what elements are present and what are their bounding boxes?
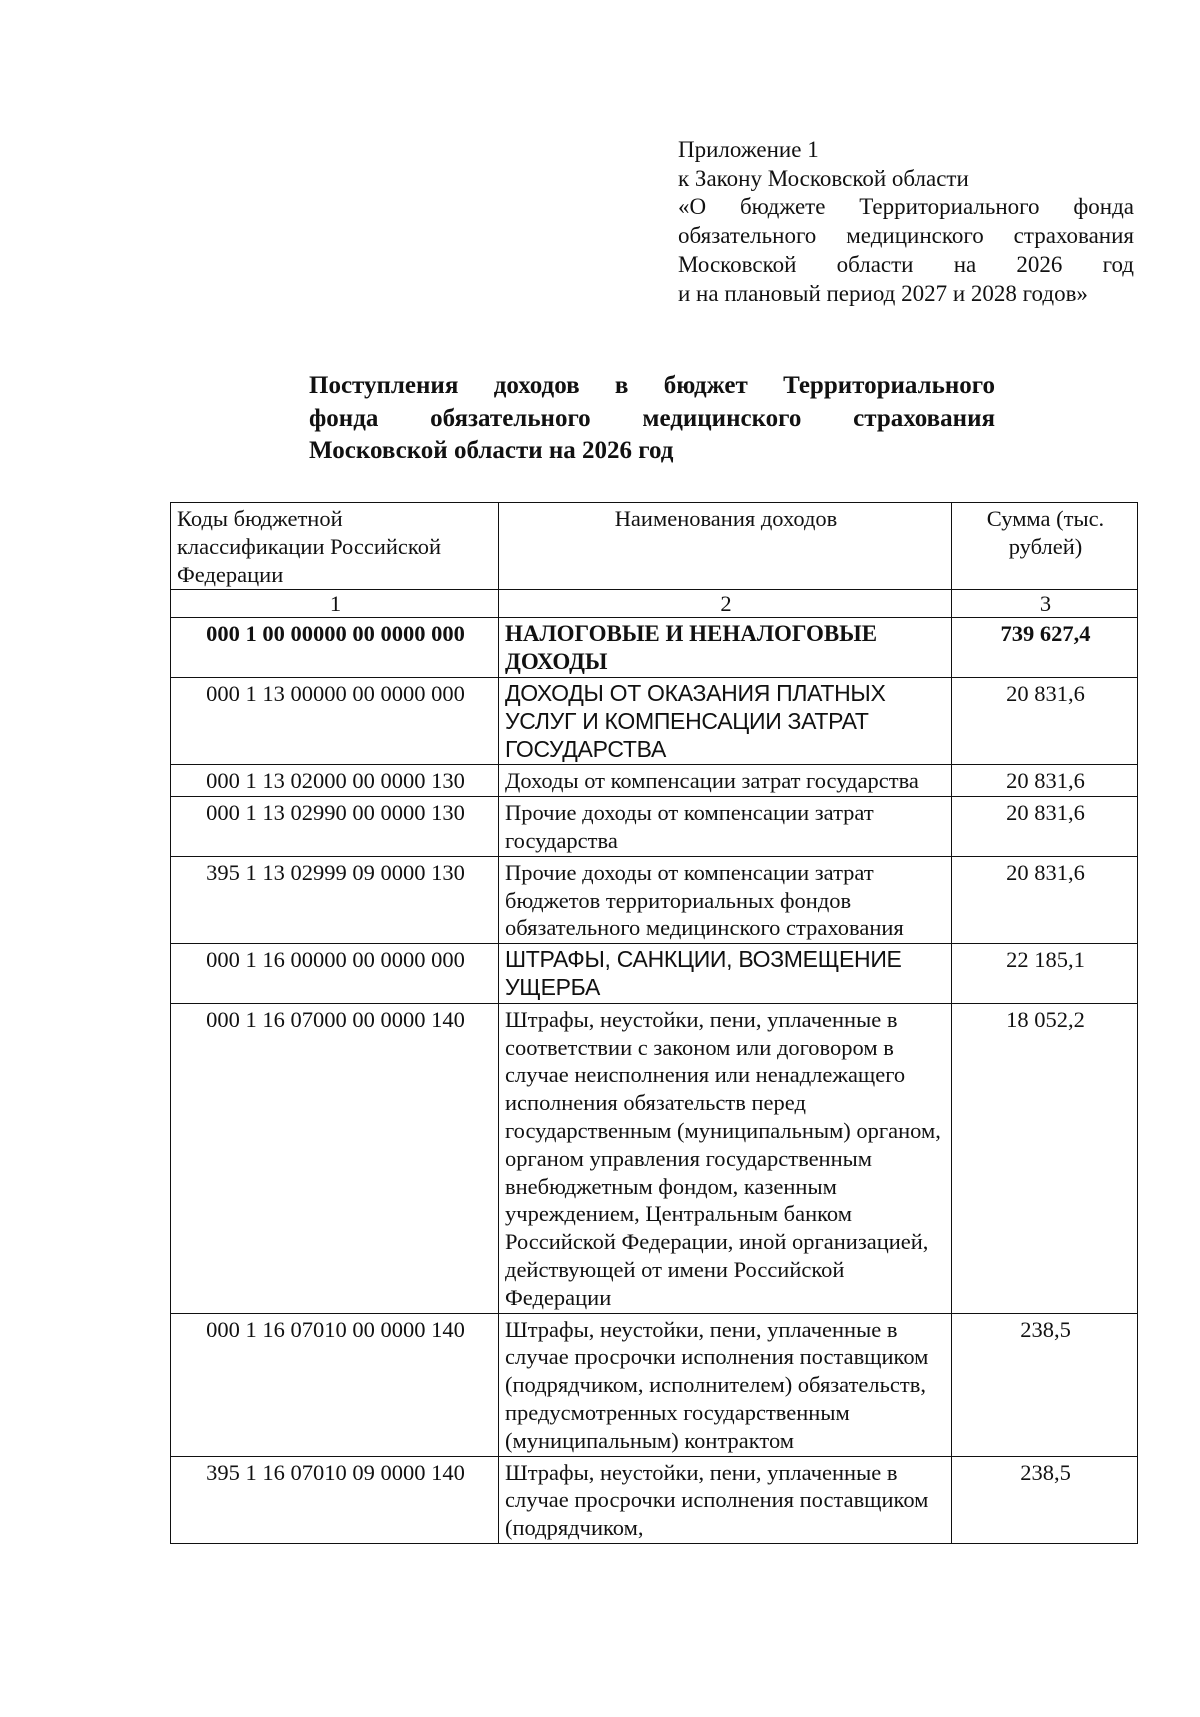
table-header-row (171, 503, 1138, 590)
column-number: 3 (952, 590, 1138, 618)
row-sum: 22 185,1 (952, 944, 1138, 1004)
document-title-line: фонда обязательного медицинского страхования (309, 404, 995, 432)
row-name: Доходы от компенсации затрат государства (499, 765, 952, 797)
appendix-note (678, 136, 1134, 308)
row-sum: 20 831,6 (952, 765, 1138, 797)
table-row (171, 1313, 1138, 1456)
row-sum: 739 627,4 (952, 618, 1138, 678)
row-code: 000 1 13 02990 00 0000 130 (171, 797, 499, 857)
table-row (171, 856, 1138, 943)
row-sum: 18 052,2 (952, 1003, 1138, 1313)
document-title (309, 370, 995, 468)
table-row (171, 797, 1138, 857)
row-name: ДОХОДЫ ОТ ОКАЗАНИЯ ПЛАТНЫХ УСЛУГ И КОМПЕНСАЦИИ ЗАТРАТ ГОСУДАРСТВА (499, 677, 952, 764)
row-name: ШТРАФЫ, САНКЦИИ, ВОЗМЕЩЕНИЕ УЩЕРБА (499, 944, 952, 1004)
table-row (171, 1456, 1138, 1543)
row-code: 000 1 16 07010 00 0000 140 (171, 1313, 499, 1456)
row-sum: 20 831,6 (952, 797, 1138, 857)
row-code: 000 1 13 02000 00 0000 130 (171, 765, 499, 797)
appendix-law-title-line: и на плановый период 2027 и 2028 годов» (678, 280, 1088, 306)
column-number-row (171, 590, 1138, 618)
document-title-line: Поступления доходов в бюджет Территориального (309, 372, 995, 399)
row-name: НАЛОГОВЫЕ И НЕНАЛОГОВЫЕ ДОХОДЫ (499, 618, 952, 678)
row-sum: 238,5 (952, 1313, 1138, 1456)
column-number: 1 (171, 590, 499, 618)
column-number: 2 (499, 590, 952, 618)
table-row (171, 765, 1138, 797)
row-name: Прочие доходы от компенсации затрат государства (499, 797, 952, 857)
appendix-number: Приложение 1 (678, 137, 819, 162)
appendix-law-reference: к Закону Московской области (678, 165, 969, 191)
row-code: 000 1 16 07000 00 0000 140 (171, 1003, 499, 1313)
table-row (171, 944, 1138, 1004)
row-code: 000 1 16 00000 00 0000 000 (171, 944, 499, 1004)
header-code: Коды бюджетной классификации Российской Федерации (171, 503, 499, 590)
table-row (171, 618, 1138, 678)
row-sum: 20 831,6 (952, 856, 1138, 943)
income-table (170, 502, 1138, 1544)
table-row (171, 1003, 1138, 1313)
row-name: Штрафы, неустойки, пени, уплаченные в случае просрочки исполнения поставщиком (подрядчиком, исполнителем) обязательств, предусмотренных государственным (муниципальным) контрактом (499, 1313, 952, 1456)
row-code: 000 1 00 00000 00 0000 000 (171, 618, 499, 678)
row-code: 395 1 13 02999 09 0000 130 (171, 856, 499, 943)
appendix-law-title-line: «О бюджете Территориального фонда (678, 194, 1134, 220)
row-code: 000 1 13 00000 00 0000 000 (171, 677, 499, 764)
row-name: Прочие доходы от компенсации затрат бюджетов территориальных фондов обязательного медицинского страхования (499, 856, 952, 943)
row-code: 395 1 16 07010 09 0000 140 (171, 1456, 499, 1543)
row-sum: 238,5 (952, 1456, 1138, 1543)
table-row (171, 677, 1138, 764)
header-sum: Сумма (тыс. рублей) (952, 503, 1138, 590)
row-name: Штрафы, неустойки, пени, уплаченные в случае просрочки исполнения поставщиком (подрядчиком, (499, 1456, 952, 1543)
row-sum: 20 831,6 (952, 677, 1138, 764)
document-title-line: Московской области на 2026 год (309, 437, 674, 464)
header-name: Наименования доходов (499, 503, 952, 590)
appendix-law-title-line: Московской области на 2026 год (678, 251, 1134, 277)
row-name: Штрафы, неустойки, пени, уплаченные в соответствии с законом или договором в случае неисполнения или ненадлежащего исполнения обязательств перед государственным (муниципальным) органом, органом управления государственным внебюджетным фондом, казенным учреждением, Центральным банком Российской Федерации, иной организацией, действующей от имени Российской Федерации (499, 1003, 952, 1313)
appendix-law-title-line: обязательного медицинского страхования (678, 223, 1134, 249)
